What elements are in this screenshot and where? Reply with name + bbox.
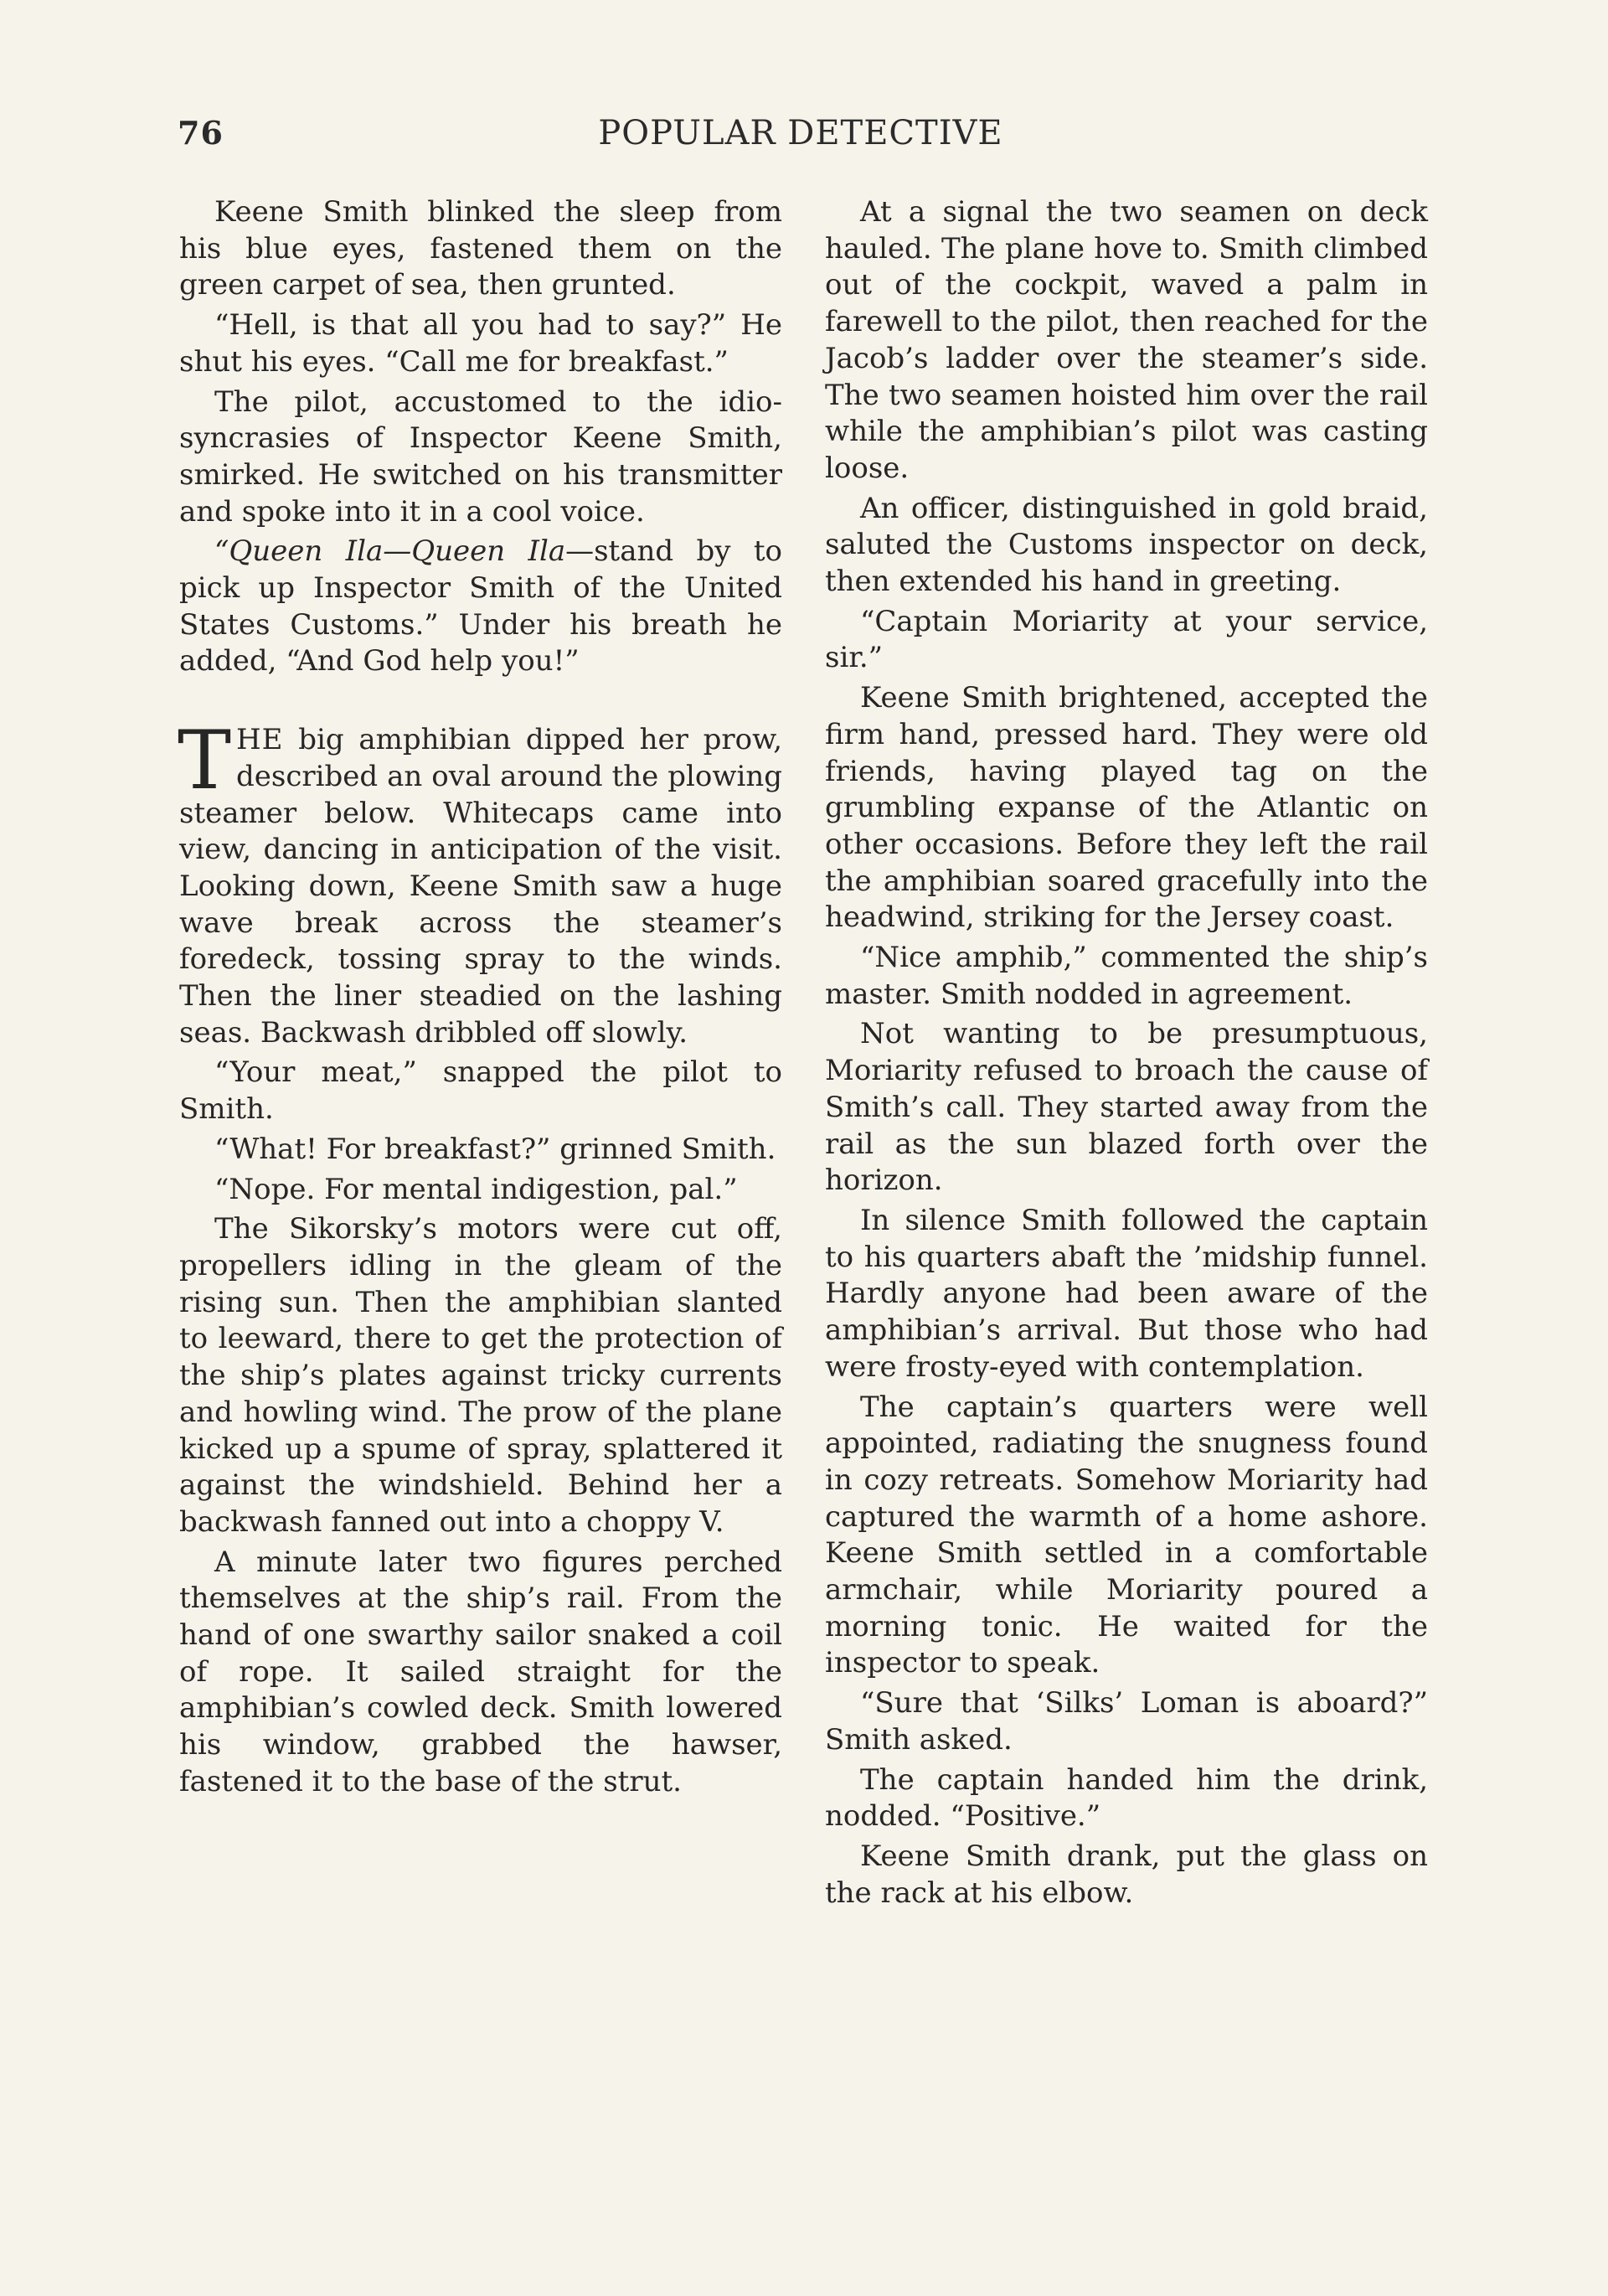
paragraph: Keene Smith brightened, accepted the firm hand, pressed hard. They were old friends, having played tag on the grumbling expanse of the Atlantic on other occasions. Before they left the rail the amphibian soared gracefully into the headwind, striking for the Jersey coast. [825,681,1428,935]
lead-word: HE [236,723,284,757]
paragraph: Keene Smith drank, put the glass on the rack at his elbow. [825,1839,1428,1910]
paragraph: The pilot, accustomed to the idiosyncrasies of Inspector Keene Smith, smirked. He switched on his transmitter and spoke into it in a cool voice. [179,384,782,529]
paragraph-text: —stand by to pick up Inspector Smith of the United States Customs.” Under his breath he added, “And God help you!” [179,534,782,678]
page-header [178,114,1424,161]
paragraph: “Captain Moriarity at your service, sir.” [825,604,1428,675]
paragraph: “Nice amphib,” commented the ship’s master. Smith nodded in agreement. [825,941,1428,1011]
paragraph: A minute later two figures perched themselves at the ship’s rail. From the hand of one swarthy sailor snaked a coil of rope. It sailed straight for the amphibian’s cowled deck. Smith lowered his window, grabbed the hawser, fastened it to the base of the strut. [179,1545,782,1798]
paragraph: Keene Smith blinked the sleep from his blue eyes, fastened them on the green carpet of sea, then grunted. [179,195,782,302]
paragraph-dropcap [178,714,782,1051]
paragraph: “What! For breakfast?” grinned Smith. [214,1132,776,1166]
running-title: POPULAR DETECTIVE [598,114,1003,152]
paragraph: In silence Smith followed the captain to his quarters abaft the ’midship funnel. Hardly anyone had been aware of the amphibian’s arrival. But those who had were frosty-eyed with contemplation. [825,1203,1428,1384]
section-break [179,684,782,722]
paragraph: “Sure that ‘Silks’ Loman is aboard?” Smith asked. [825,1686,1428,1757]
drop-cap: T [178,714,232,808]
paragraph: At a signal the two seamen on deck hauled. The plane hove to. Smith climbed out of the cockpit, waved a palm in farewell to the pilot, then reached for the Jacob’s ladder over the steamer’s side. The two seamen hoisted him over the rail while the amphibian’s pilot was casting loose. [825,195,1428,485]
paragraph [179,534,782,680]
right-column [825,194,1428,1915]
paragraph: An officer, distinguished in gold braid, saluted the Customs inspector on deck, then extended his hand in greeting. [825,491,1428,599]
paragraph: “Hell, is that all you had to say?” He shut his eyes. “Call me for breakfast.” [179,308,782,379]
paragraph-text: big amphibian dipped her prow, described an oval around the plowing steamer below. Whitecaps came into view, dancing in anticipation of the visit. Looking down, Keene Smith saw a huge wave break across the steamer’s foredeck, tossing spray to the winds. Then the liner steadied on the lashing seas. Backwash dribbled off slowly. [179,723,782,1050]
paragraph: The captain handed him the drink, nodded. “Positive.” [825,1762,1428,1834]
paragraph: “Nope. For mental indigestion, pal.” [214,1172,738,1206]
italic-call-sign: “Queen Ila—Queen Ila [214,534,566,569]
paragraph: Not wanting to be presumptuous, Moriarity refused to broach the cause of Smith’s call. They started away from the rail as the sun blazed forth over the horizon. [825,1017,1428,1198]
paragraph: The Sikorsky’s motors were cut off, propellers idling in the gleam of the rising sun. Then the amphibian slanted to leeward, there to get the protection of the ship’s plates against tricky currents and howling wind. The prow of the plane kicked up a spume of spray, splattered it against the windshield. Behind her a backwash fanned out into a choppy V. [179,1212,782,1539]
paragraph: The captain’s quarters were well appointed, radiating the snugness found in cozy retreats. Somehow Moriarity had captured the warmth of a home ashore. Keene Smith settled in a comfortable armchair, while Moriarity poured a morning tonic. He waited for the inspector to speak. [825,1390,1428,1680]
paragraph: “Your meat,” snapped the pilot to Smith. [179,1055,782,1127]
page-number: 76 [178,114,224,152]
left-column [179,194,782,1804]
